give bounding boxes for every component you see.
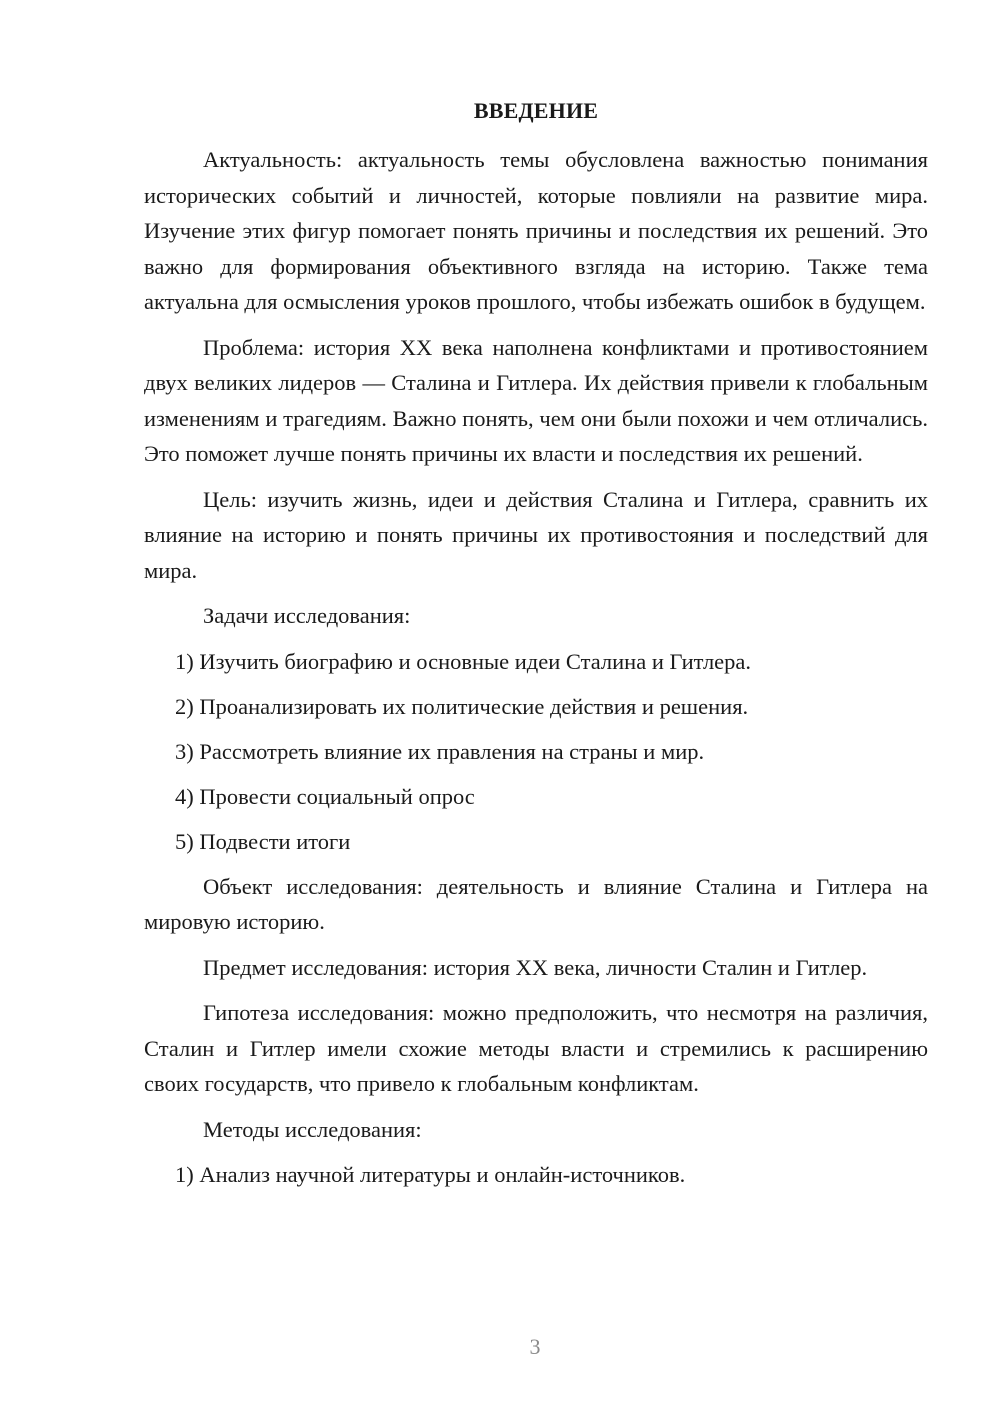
page-number: 3 — [529, 1334, 541, 1359]
problem-paragraph: Проблема: история XX века наполнена конфликтами и противостоянием двух великих лидеров — Сталина и Гитлера. Их действия привели к глобальным изменениям и трагедиям. Важно понять, чем они были похожи и чем отличались. Это поможет лучше понять причины их власти и последствия их решений. — [144, 334, 928, 466]
tasks-list — [144, 644, 928, 860]
object-paragraph: Объект исследования: деятельность и влияние Сталина и Гитлера на мировую историю. — [144, 873, 928, 934]
methods-heading: Методы исследования: — [203, 1116, 422, 1142]
tasks-heading: Задачи исследования: — [203, 603, 411, 628]
task-item: 2) Проанализировать их политические действия и решения. — [175, 693, 749, 719]
methods-list — [144, 1157, 928, 1193]
page-title: ВВЕДЕНИЕ — [473, 98, 599, 123]
subject-paragraph: Предмет исследования: история XX века, личности Сталин и Гитлер. — [203, 954, 868, 980]
method-item: 1) Анализ научной литературы и онлайн-источников. — [175, 1162, 686, 1187]
document-body — [144, 142, 928, 1202]
task-item: 5) Подвести итоги — [175, 828, 351, 854]
goal-paragraph: Цель: изучить жизнь, идеи и действия Сталина и Гитлера, сравнить их влияние на историю и понять причины их противостояния и последствий для мира. — [144, 486, 928, 583]
task-item: 1) Изучить биографию и основные идеи Сталина и Гитлера. — [175, 648, 752, 674]
relevance-paragraph: Актуальность: актуальность темы обусловлена важностью понимания исторических событий и личностей, которые повлияли на развитие мира. Изучение этих фигур помогает понять причины и последствия их решений. Это важно для формирования объективного взгляда на историю. Также тема актуальна для осмысления уроков прошлого, чтобы избежать ошибок в будущем. — [144, 147, 928, 314]
task-item: 4) Провести социальный опрос — [175, 783, 475, 809]
task-item: 3) Рассмотреть влияние их правления на страны и мир. — [175, 738, 705, 764]
hypothesis-paragraph: Гипотеза исследования: можно предположить, что несмотря на различия, Сталин и Гитлер имели схожие методы власти и стремились к расширению своих государств, что привело к глобальным конфликтам. — [144, 1000, 928, 1096]
